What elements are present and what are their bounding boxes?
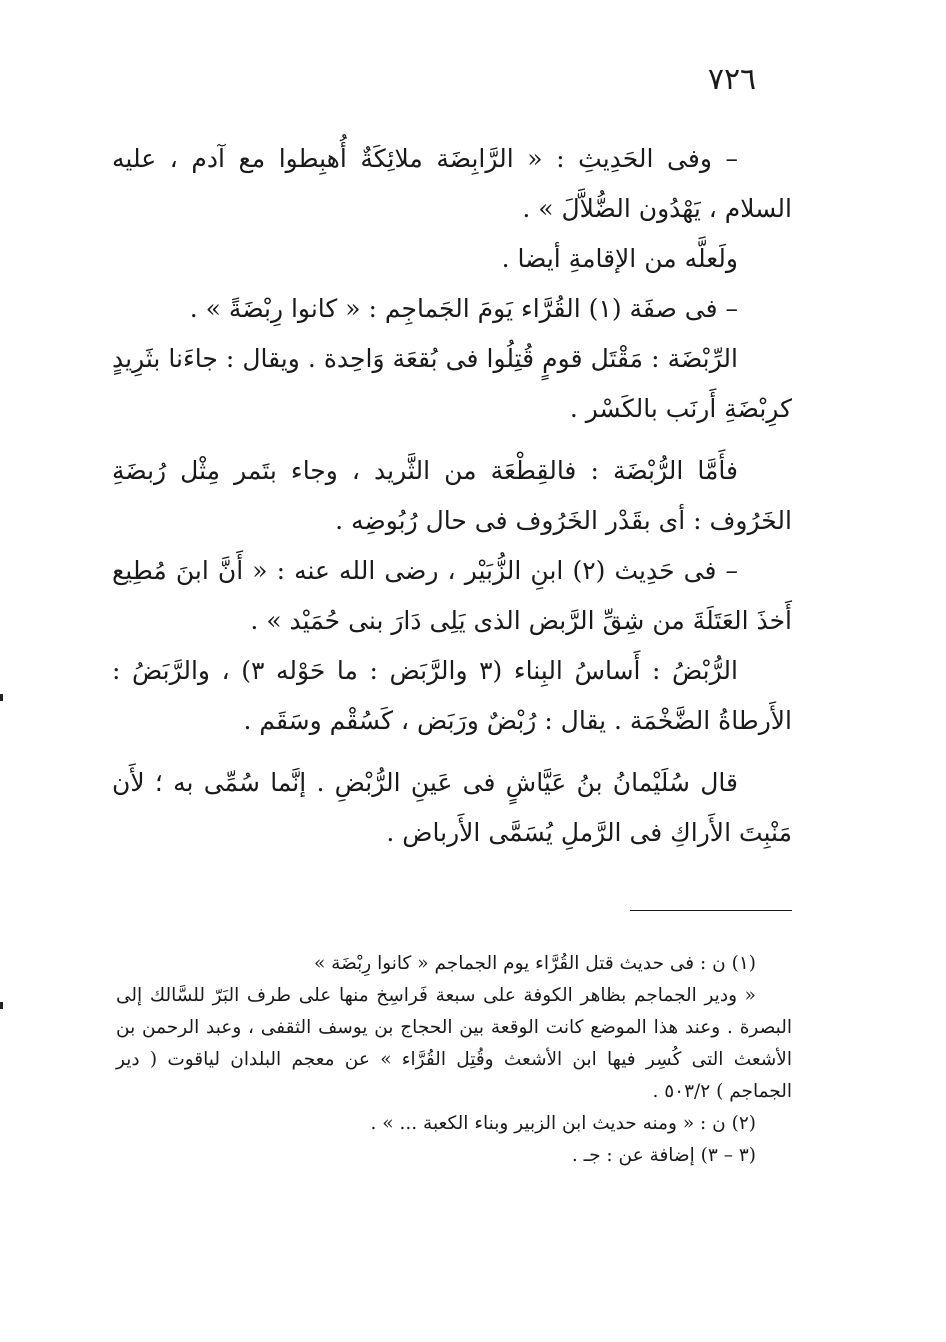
paragraph: فأَمَّا الرُّبْضَة : فالقِطْعَة من الثَّريد ، وجاء بتَمر مِثْل رُبضَةِ الخَرُوف : أى بقَدْر الخَرُوف فى حال رُبُوضِه . bbox=[112, 456, 792, 535]
paragraph: – فى حَدِيث (٢) ابنِ الزُّبَيْر ، رضى الله عنه : « أَنَّ ابنَ مُطِيع أَخذَ العَتَلَةَ من شِقِّ الرَّبض الذى يَلِى دَارَ بنى حُمَيْد » . bbox=[112, 556, 792, 635]
footnote-continuation: « ودير الجماجم بظاهر الكوفة على سبعة فَراسِخ منها على طرف البَرّ للسَّالك إلى البصرة . وعند هذا الموضع كانت الوقعة بين الحجاج بن يوسف الثقفى ، وعبد الرحمن بن الأشعث التى كُسِر فيها ابن الأشعث وقُتِل القُرَّاء » عن معجم البلدان لياقوت ( دير الجماجم ) ٥٠٣/٢ . bbox=[116, 985, 792, 1102]
footnotes bbox=[116, 948, 792, 1172]
footnote: (٢) ن : « ومنه حديث ابن الزبير وبناء الكعبة ... » . bbox=[370, 1113, 756, 1134]
main-text bbox=[112, 134, 792, 858]
paragraph: – وفى الحَدِيثِ : « الرَّابِضَة ملائِكَةٌ أُهبِطوا مع آدم ، عليه السلام ، يَهْدُون الضُّلاَّلَ » . bbox=[112, 144, 792, 223]
margin-mark bbox=[0, 1002, 3, 1009]
footnote-separator bbox=[630, 910, 792, 911]
margin-mark bbox=[0, 694, 3, 701]
page-number: ٧٢٦ bbox=[707, 62, 757, 97]
paragraph: الرُّبْضُ : أَساسُ البِناء (٣ والرَّبَض : ما حَوْله ٣) ، والرَّبَضُ : الأَرطاةُ الضَّخْمَة . يقال : رُبْضٌ ورَبَض ، كَسُقْم وسَقَم . bbox=[112, 656, 792, 735]
footnote: (٣ – ٣) إضافة عن : جـ . bbox=[571, 1145, 756, 1166]
paragraph: الرِّبْضَة : مَقْتَل قومٍ قُتِلُوا فى بُقعَة وَاحِدة . ويقال : جاءَنا بثَرِيدٍ كرِبْضَةِ أَرنَب بالكَسْر . bbox=[112, 344, 792, 423]
footnote: (١) ن : فى حديث قتل القُرَّاء يوم الجماجم « كانوا رِبْضَة » bbox=[313, 953, 756, 974]
paragraph: – فى صفَة (١) القُرَّاء يَومَ الجَماجِم : « كانوا رِبْضَةً » . bbox=[189, 294, 738, 323]
paragraph: قال سُلَيْمانُ بنُ عَيَّاشٍ فى عَينِ الرُّبْضِ . إنَّما سُمِّى به ؛ لأَن مَنْبِتَ الأَراكِ فى الرَّملِ يُسَمَّى الأَرباض . bbox=[112, 768, 792, 847]
paragraph: ولَعلَّه من الإقامةِ أيضا . bbox=[501, 244, 738, 273]
